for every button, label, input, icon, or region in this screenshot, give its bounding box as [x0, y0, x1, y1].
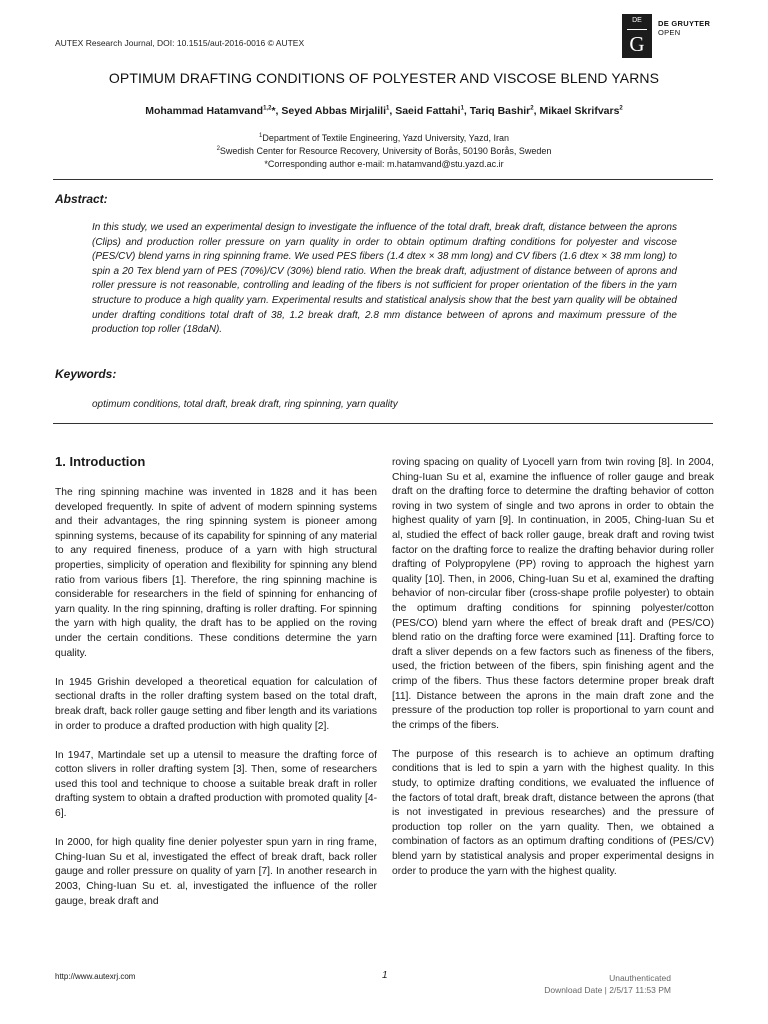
paragraph: The ring spinning machine was invented in 1828 and it has been developed frequently. In spite of advent of modern spinning systems and their advantages, the ring spinning system is pioneer among spinning systems, because of its capability for spinning of any material to any required fineness, produce of a yarn with high structural properties, simplicity of operation and flexibility for spinning any blend ratio from various fibers [1]. Therefore, the ring spinning machine is considerable for researchers in the field of spinning for enhancing of yarn quality. In the ring spinning, drafting is roller drafting. For spinning the yarn with high quality, the draft has to be applied on the roving under the certain conditions. These conditions determine the yarn quality. — [55, 487, 377, 659]
logo-mark-bottom: G — [629, 32, 645, 56]
corresponding-marker: * — [271, 105, 276, 117]
affiliation — [0, 133, 768, 143]
left-column — [55, 486, 377, 924]
paragraph: In 2000, for high quality fine denier polyester spun yarn in ring frame, Ching-Iuan Su et al, investigated the effect of break draft, back roller gauge and roller pressure on quality of yarn [7]. In another research in 2003, Ching-Iuan Su et. al, investigated the influence of the roller gauge, break draft and — [55, 837, 377, 907]
paper-title: OPTIMUM DRAFTING CONDITIONS OF POLYESTER AND VISCOSE BLEND YARNS — [108, 70, 660, 86]
paragraph: In 1947, Martindale set up a utensil to measure the drafting force of cotton slivers in roller drafting system [3]. Then, some of researchers used this tool and technique to choose a suitable break draft in roller drafting system to obtain a drafted production with promoted quality [4-6]. — [55, 749, 377, 820]
keywords-heading: Keywords: — [55, 367, 117, 381]
logo-divider — [627, 29, 647, 30]
author-affil-marker: 2 — [530, 105, 534, 112]
author — [395, 105, 470, 117]
author-list — [0, 105, 768, 117]
right-column — [392, 456, 714, 894]
page-number: 1 — [382, 970, 388, 981]
affiliation-text: Department of Textile Engineering, Yazd University, Yazd, Iran — [262, 133, 509, 143]
access-status: Unauthenticated — [609, 973, 671, 983]
publisher-name: DE GRUYTER — [658, 19, 711, 28]
author-name: Saeid Fattahi — [395, 105, 461, 117]
affiliation-marker: 2 — [216, 146, 220, 152]
author — [281, 105, 395, 117]
keywords-body: optimum conditions, total draft, break draft, ring spinning, yarn quality — [92, 399, 398, 410]
abstract-heading: Abstract: — [55, 192, 108, 206]
publisher-sub: OPEN — [658, 28, 681, 37]
author-affil-marker: 1 — [460, 105, 464, 112]
affiliation — [0, 146, 768, 156]
abstract-body: In this study, we used an experimental design to investigate the influence of the total draft, break draft, distance between the aprons (Clips) and production roller pressure on yarn quality in order to obtain optimum drafting conditions for polyester and viscose (PES/CV) blend yarns in ring spinning frame. We used PES fibers (1.4 dtex × 38 mm long) and CV fibers (1.6 dtex × 38 mm long) to spin a 20 Tex blend yarn of PES (70%)/CV (30%) blend ratio. When the break draft, adjustment of distance between of aprons and roller pressure is not reasonable, controlling and leading of the fibers is not sufficient for proper orientation of the fibers in the yarn structure to produce a high quality yarn. Experimental results and statistical analysis show that the best yarn quality will be obtained under drafting conditions total draft of 38, 1.2 break draft, 2.8 mm distance between of aprons and maximum pressure of the production top roller (18daN). — [92, 222, 677, 336]
journal-reference: AUTEX Research Journal, DOI: 10.1515/aut-2016-0016 © AUTEX — [55, 38, 305, 48]
divider-bottom — [53, 423, 713, 424]
author — [470, 105, 540, 117]
author-separator: , — [275, 105, 282, 117]
author — [539, 105, 622, 117]
affiliation-marker: 1 — [259, 133, 263, 139]
author-name: Seyed Abbas Mirjalili — [281, 105, 387, 117]
corresponding-email — [0, 159, 768, 169]
author-separator: , — [389, 105, 396, 117]
author-affil-marker: 2 — [619, 105, 623, 112]
author-separator: , — [533, 105, 540, 117]
footer-url: http://www.autexrj.com — [55, 972, 136, 981]
logo-mark-top: DE — [632, 17, 642, 24]
divider-top — [53, 179, 713, 180]
paragraph: In 1945 Grishin developed a theoretical equation for calculation of sectional drafts in the roller drafting system based on the total draft, break draft, back roller gauge setting and fiber length and its variations in order to produce a drafted production with high quality [2]. — [55, 676, 377, 732]
author — [145, 105, 281, 117]
author-name: Mikael Skrifvars — [539, 105, 620, 117]
author-name: Tariq Bashir — [469, 105, 531, 117]
download-date: Download Date | 2/5/17 11:53 PM — [544, 985, 671, 995]
author-affil-marker: 1 — [386, 105, 390, 112]
author-separator: , — [463, 105, 470, 117]
author-name: Mohammad Hatamvand — [145, 105, 264, 117]
affiliation-text: *Corresponding author e-mail: m.hatamvand@stu.yazd.ac.ir — [264, 159, 504, 169]
introduction-heading: 1. Introduction — [55, 454, 146, 469]
affiliation-text: Swedish Center for Resource Recovery, University of Borås, 50190 Borås, Sweden — [219, 146, 552, 156]
author-affil-marker: 1,2 — [263, 105, 272, 112]
paragraph: roving spacing on quality of Lyocell yarn from twin roving [8]. In 2004, Ching-Iuan Su et al, examine the influence of roller gauge and break draft on the drafting force to determine the drafting behavior of cotton roving in two system of single and two aprons in order to obtain the highest quality of yarn [9]. In continuation, in 2005, Ching-Iuan Su et al, studied the effect of back roller gauge, break draft and roving twist factor on the drafting force to realize the drafting behavior during roller drafting of Polypropylene (PP) roving to approach the highest yarn quality [10]. Then, in 2006, Ching-Iuan Su et al, examined the drafting behavior of non-circular fiber (cross-shape profile polyester) to obtain the optimum drafting conditions for spinning polyester/cotton (PES/CO) blend yarn where the effect of break draft and (PES/CO) blend ratio on the drafting force were examined [11]. Drafting force to draft a sliver depends on a few factors such as fineness of the fibers, used, the friction between of the fibers, spin finishing agent and the crimp of the fibers. Thus these factors determine proper break draft [11]. Distance between the aprons in the main draft zone and the pressure of the production top roller is proportional to yarn count and the crimps of the fibers. — [392, 457, 714, 731]
publisher-logo — [622, 14, 652, 58]
paragraph: The purpose of this research is to achieve an optimum drafting conditions that is led to spin a yarn with the highest quality. In this study, to optimize drafting conditions, we evaluated the influence of the factors of total draft, break draft, distance between the aprons (that is not investigated in previous researches) and the pressure of production top roller on the yarn quality. Then, we obtained a combination of factors as an optimum drafting conditions of (PES/CV) blend yarn by statistical analysis and proper experimental designs in order to produce the yarn with the highest quality. — [392, 748, 714, 877]
